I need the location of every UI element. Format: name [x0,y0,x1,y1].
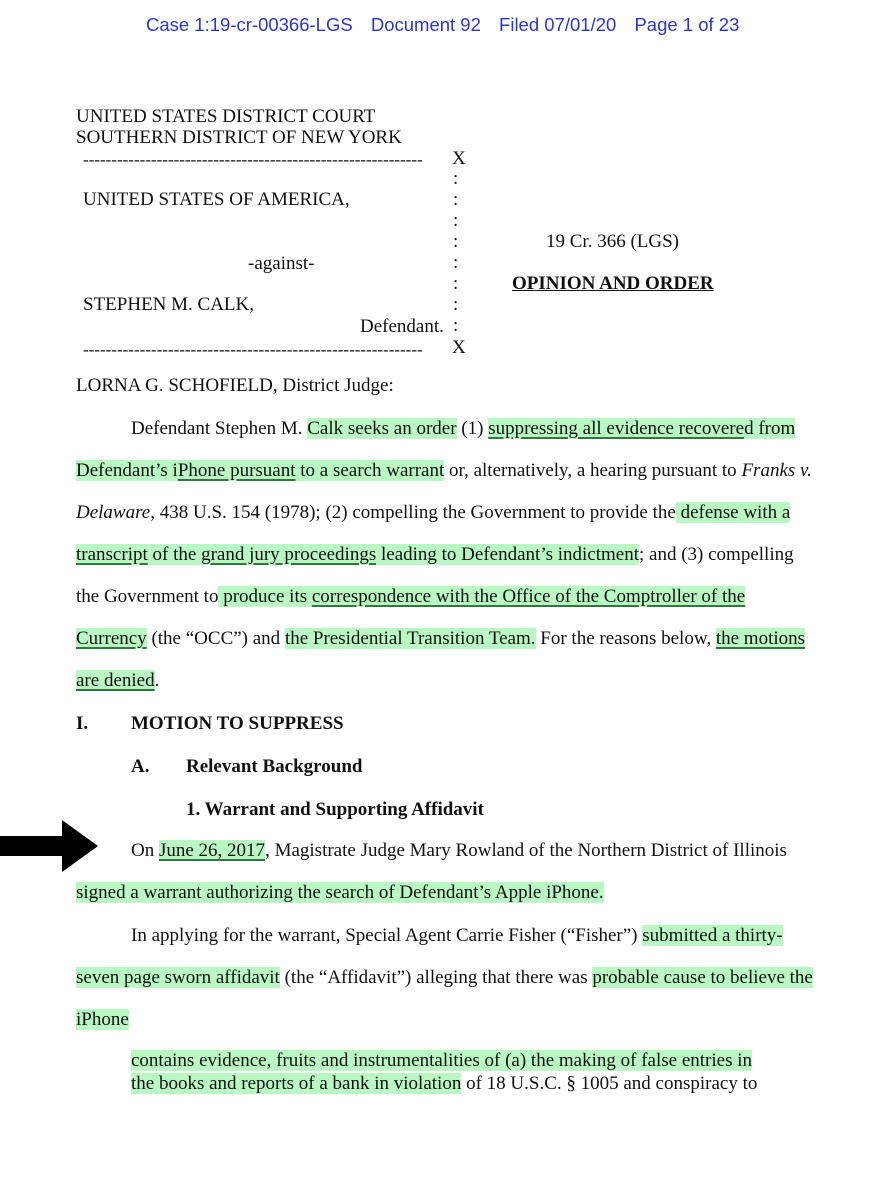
para1-line1 [131,418,795,440]
caption-colon: : [453,294,459,315]
highlighted-underlined-text: are denied [76,670,155,691]
para1-line3 [76,502,790,524]
caption-colon: : [453,252,459,273]
caption-colon: : [453,210,459,231]
text: . [154,670,160,691]
arrow-right-icon [0,820,100,872]
highlighted-text: probable cause to believe the [592,967,813,988]
highlighted-text: the Presidential Transition Team. [284,628,536,649]
court-name-line2: SOUTHERN DISTRICT OF NEW YORK [76,127,402,148]
para2-line1 [131,840,787,862]
caption-colon: : [453,315,459,336]
plaintiff-name: UNITED STATES OF AMERICA, [83,189,350,210]
highlighted-text: leading to Defendant’s indictment [376,544,639,565]
highlighted-underlined-text: Currency [76,628,147,649]
para1-line7 [76,670,159,692]
highlighted-text: of the [147,544,202,565]
text: (1) [456,418,489,439]
caption-colon: : [453,168,459,189]
para1-line6 [76,628,805,650]
text: ; and (3) compelling [639,544,794,565]
highlighted-underlined-text: the motions [715,628,806,649]
heading-2-number: A. [131,756,150,777]
page-number: Page 1 of 23 [634,14,740,35]
caption-colon: : [453,189,459,210]
highlighted-text: Defendant’s i [76,460,178,481]
quote-line1 [131,1050,752,1072]
text: , 438 U.S. 154 (1978); (2) compelling the Government to provide the [150,502,676,523]
caption-colon: : [453,273,459,294]
highlighted-text: signed a warrant authorizing the search of Defendant’s Apple iPhone. [76,882,604,903]
text: For the reasons below, [535,628,716,649]
highlighted-underlined-text: suppressing all evidence recovere [488,418,745,439]
defendant-name: STEPHEN M. CALK, [83,294,255,315]
judge-line: LORNA G. SCHOFIELD, District Judge: [76,375,394,396]
para1-line5 [76,586,745,608]
para1-line2 [76,460,812,482]
case-citation-italic: Delaware [76,502,151,523]
highlighted-text: seven page sworn affidavit [76,967,280,988]
highlighted-text: Calk seeks an order [307,418,457,439]
highlighted-text: iPhone [76,1009,129,1030]
against-label: -against- [248,253,315,274]
heading-2-text: Relevant Background [186,756,363,777]
text: , Magistrate Judge Mary Rowland of the Northern District of Illinois [265,840,787,861]
case-citation-italic: Franks v. [741,460,812,481]
text: the Government to [76,586,219,607]
caption-colon: : [453,231,459,252]
court-name-line1: UNITED STATES DISTRICT COURT [76,106,376,127]
document-number: Document 92 [370,14,481,35]
highlighted-text: defense with a [675,502,791,523]
heading-1-text: MOTION TO SUPPRESS [131,713,344,734]
text: or, alternatively, a hearing pursuant to [444,460,742,481]
text: In applying for the warrant, Special Agent Carrie Fisher (“Fisher”) [131,925,643,946]
filing-header [146,14,739,36]
highlighted-underlined-text: Phone pursuant [177,460,296,481]
caption-x-bottom: X [452,337,466,358]
highlighted-underlined-text: transcript [76,544,148,565]
text: (the “OCC”) and [146,628,285,649]
document-title: OPINION AND ORDER [512,273,714,294]
para3-line2 [76,967,813,989]
case-docket-number: 19 Cr. 366 (LGS) [546,231,679,252]
highlighted-text: to a search warrant [295,460,445,481]
highlighted-underlined-text: June 26, 2017 [158,840,266,861]
highlighted-text: the books and reports of a bank in violation [131,1073,462,1094]
highlighted-text: produce its [218,586,312,607]
heading-1-number: I. [76,713,89,734]
highlighted-text: d from [744,418,796,439]
para3-line3 [76,1009,129,1031]
heading-3-text: 1. Warrant and Supporting Affidavit [186,799,484,820]
case-number: Case 1:19-cr-00366-LGS [146,14,353,35]
highlighted-underlined-text: correspondence with the Office of the Comptroller of the [311,586,746,607]
caption-rule-bottom: ------------------------------------------------------------ [83,340,423,359]
text: (the “Affidavit”) alleging that there was [279,967,593,988]
text: On [131,840,159,861]
highlighted-underlined-text: grand jury proceedings [201,544,377,565]
filed-date: Filed 07/01/20 [499,14,617,35]
highlighted-text: contains evidence, fruits and instrumentalities of (a) the making of false entries in [131,1050,752,1071]
caption-rule-top: ------------------------------------------------------------ [83,150,423,169]
text: Defendant Stephen M. [131,418,308,439]
para1-line4 [76,544,794,566]
para3-line1 [131,925,783,947]
highlighted-text: submitted a thirty- [642,925,783,946]
quote-line2 [131,1073,757,1095]
defendant-label: Defendant. [360,316,444,337]
para2-line2 [76,882,604,904]
text: of 18 U.S.C. § 1005 and conspiracy to [461,1073,758,1094]
caption-x-top: X [452,148,466,169]
